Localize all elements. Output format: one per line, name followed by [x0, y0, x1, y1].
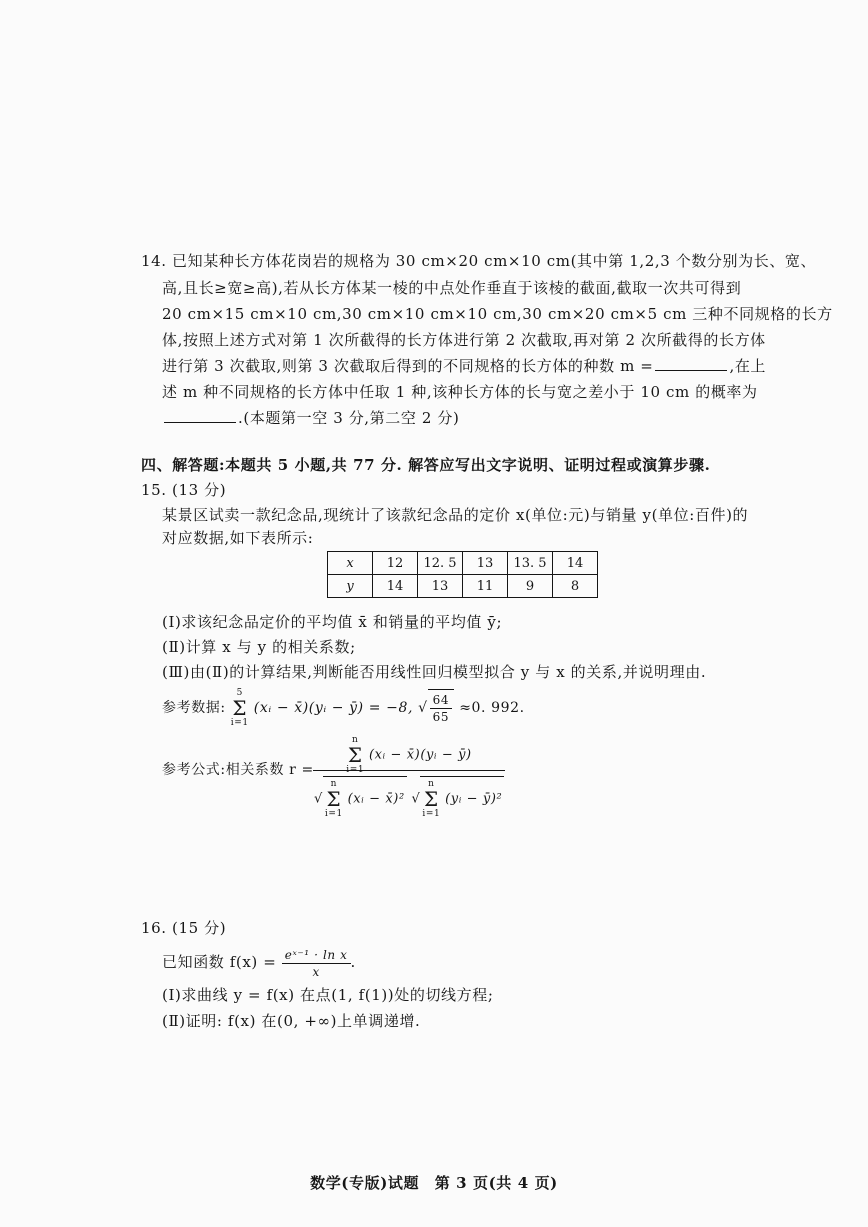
answer-blank-2[interactable] — [164, 408, 236, 423]
sigma-glyph: Σ — [326, 787, 342, 811]
q15-header: 15. (13 分) — [141, 481, 227, 499]
sum-lower-limit: i=1 — [346, 765, 365, 775]
q15-part-3: (Ⅲ)由(Ⅱ)的计算结果,判断能否用线性回归模型拟合 y 与 x 的关系,并说明理由. — [162, 663, 707, 681]
q14-line-3: 20 cm×15 cm×10 cm,30 cm×10 cm×10 cm,30 cm×20 cm×5 cm 三种不同规格的长方 — [162, 305, 833, 323]
reference-data-label: 参考数据: — [162, 700, 226, 716]
table-cell: 13. 5 — [508, 552, 553, 575]
q14-line-1: 14. 已知某种长方体花岗岩的规格为 30 cm×20 cm×10 cm(其中第 1,2,3 个数分别为长、宽、 — [141, 252, 817, 270]
q14-line-5 — [162, 356, 766, 376]
q16-part-1: (Ⅰ)求曲线 y = f(x) 在点(1, f(1))处的切线方程; — [162, 986, 494, 1004]
sum-lower-limit: i=1 — [422, 809, 441, 819]
table-cell: 14 — [373, 575, 418, 598]
sum-symbol — [325, 779, 343, 819]
q14-line-2: 高,且长≥宽≥高),若从长方体某一棱的中点处作垂直于该棱的截面,截取一次共可得到 — [162, 279, 742, 297]
sum-lower-limit: i=1 — [324, 809, 343, 819]
formula-denominator-b: (yᵢ − ȳ)² — [445, 791, 503, 807]
table-row-x — [328, 552, 598, 575]
formula-numerator-text: (xᵢ − x̄)(yᵢ − ȳ) — [368, 747, 472, 763]
reference-data-sum: (xᵢ − x̄)(yᵢ − ȳ) = −8, — [253, 700, 414, 716]
sigma-glyph: Σ — [424, 787, 439, 811]
sum-upper-limit: n — [428, 779, 435, 789]
sqrt-radicand — [323, 776, 407, 819]
sum-upper-limit: 5 — [236, 688, 243, 698]
sqrt-symbol: √ — [314, 791, 323, 807]
fraction-bar — [313, 770, 505, 771]
q15-intro-1: 某景区试卖一款纪念品,现统计了该款纪念品的定价 x(单位:元)与销量 y(单位:百件)的 — [162, 506, 749, 524]
q14-line-5-text: 进行第 3 次截取,则第 3 次截取后得到的不同规格的长方体的种数 m = — [162, 357, 654, 375]
formula-numerator — [315, 735, 503, 775]
q14-line-5-tail: ,在上 — [729, 357, 767, 375]
q16-header: 16. (15 分) — [141, 919, 227, 937]
sum-lower-limit: i=1 — [230, 718, 249, 728]
table-cell: 12 — [373, 552, 418, 575]
sum-symbol — [422, 779, 440, 819]
table-cell: 11 — [463, 575, 508, 598]
q15-part-2: (Ⅱ)计算 x 与 y 的相关系数; — [162, 638, 356, 656]
formula-denominator-a: (xᵢ − x̄)² — [347, 791, 405, 807]
sum-symbol — [346, 735, 364, 775]
sqrt-numerator: 64 — [430, 692, 452, 709]
q16-intro-text: 已知函数 f(x) = — [162, 953, 277, 971]
table-cell: 13 — [418, 575, 463, 598]
data-table — [327, 551, 598, 598]
table-cell: 9 — [508, 575, 553, 598]
table-cell: 13 — [463, 552, 508, 575]
q16-intro: 已知函数 f(x) = $\frac{\text{eˣ⁻¹ · ln x}}{x}$ . — [162, 947, 356, 979]
table-row-y — [328, 575, 598, 598]
q15-intro-2: 对应数据,如下表所示: — [162, 529, 314, 547]
sqrt-symbol: √ — [411, 791, 421, 807]
q15-part-1: (Ⅰ)求该纪念品定价的平均值 x̄ 和销量的平均值 ȳ; — [162, 613, 503, 631]
sum-symbol — [231, 688, 249, 728]
sigma-glyph: Σ — [232, 696, 248, 720]
section-heading: 四、解答题:本题共 5 小题,共 77 分. 解答应写出文字说明、证明过程或演算步骤. — [141, 456, 711, 474]
page-footer: 数学(专版)试题 第 3 页(共 4 页) — [310, 1174, 558, 1192]
q14-line-7 — [162, 408, 459, 428]
table-cell-x-label: x — [328, 552, 373, 575]
sqrt-radicand — [420, 776, 504, 819]
reference-data-approx: ≈0. 992. — [459, 700, 525, 716]
table-cell-y-label: y — [328, 575, 373, 598]
table-cell: 12. 5 — [418, 552, 463, 575]
sqrt-symbol: √ — [418, 700, 428, 716]
function-numerator: eˣ⁻¹ · ln x — [282, 947, 351, 964]
sigma-glyph: Σ — [347, 743, 363, 767]
sqrt-radicand — [428, 689, 454, 725]
function-denominator: x — [312, 964, 320, 979]
q14-line-4: 体,按照上述方式对第 1 次所截得的长方体进行第 2 次截取,再对第 2 次所截得的长方体 — [162, 331, 766, 349]
answer-blank-1[interactable] — [655, 356, 727, 371]
table-cell: 14 — [553, 552, 598, 575]
sum-upper-limit: n — [352, 735, 359, 745]
q16-part-2: (Ⅱ)证明: f(x) 在(0, +∞)上单调递增. — [162, 1012, 421, 1030]
q14-line-6: 述 m 种不同规格的长方体中任取 1 种,该种长方体的长与宽之差小于 10 cm 的概率为 — [162, 383, 758, 401]
sqrt-denominator: 65 — [432, 709, 450, 724]
sum-upper-limit: n — [330, 779, 338, 789]
table-cell: 8 — [553, 575, 598, 598]
function-fraction — [282, 947, 351, 980]
reference-formula-label: 参考公式:相关系数 r = — [162, 762, 314, 778]
reference-data — [162, 688, 525, 728]
q14-line-7-text: .(本题第一空 3 分,第二空 2 分) — [238, 409, 460, 427]
formula-denominator — [314, 776, 504, 819]
